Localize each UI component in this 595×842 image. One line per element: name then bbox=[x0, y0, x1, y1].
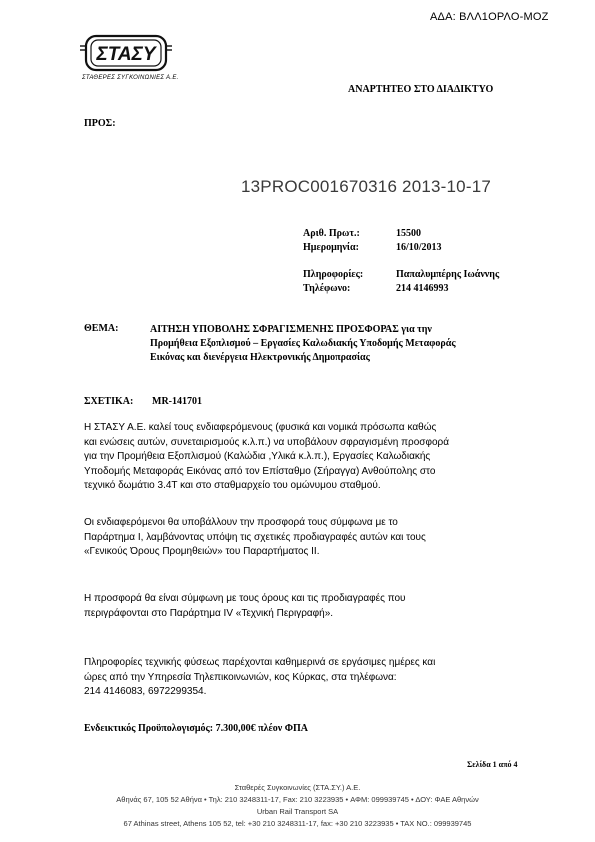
paragraph-line: ώρες από την Υπηρεσία Τηλεπικοινωνιών, κος Κύρκας, στα τηλέφωνα: bbox=[84, 671, 397, 683]
meta-label: Ημερομηνία: bbox=[303, 242, 359, 253]
footer-company-en: Urban Rail Transport SA bbox=[256, 807, 339, 816]
paragraph-line: Οι ενδιαφερόμενοι θα υποβάλλουν την προσφορά τους σύμφωνα με το bbox=[84, 517, 398, 528]
meta-value: 214 4146993 bbox=[396, 283, 449, 294]
logo-caption: ΣΤΑΘΕΡΕΣ ΣΥΓΚΟΙΝΩΝΙΕΣ Α.Ε. bbox=[82, 75, 179, 81]
page-number: Σελίδα 1 από 4 bbox=[467, 760, 518, 769]
paragraph-line: «Γενικούς Όρους Προμηθειών» του Παραρτήματος ΙΙ. bbox=[84, 546, 320, 557]
paragraph-line: για την Προμήθεια Εξοπλισμού (Καλώδια ,Υλικά κ.λ.π.), Εργασίες Καλωδιακής bbox=[84, 451, 431, 462]
stasy-logo-icon bbox=[78, 30, 174, 80]
related-value: MR-141701 bbox=[152, 396, 202, 407]
paragraph-line: Η προσφορά θα είναι σύμφωνη με τους όρους και τις προδιαγραφές που bbox=[84, 593, 406, 604]
paragraph-line: τεχνικό δωμάτιο 3.4Τ και στο σταθμαρχείο του ομώνυμου σταθμού. bbox=[84, 480, 381, 491]
meta-value: Παπαλυμπέρης Ιωάννης bbox=[396, 269, 500, 280]
paragraph-line: και ενώσεις αυτών, συνεταιρισμούς κ.λ.π.) να υποβάλουν σφραγισμένη προσφορά bbox=[84, 436, 449, 448]
paragraph-line: περιγράφονται στο Παράρτημα IV «Τεχνική Περιγραφή». bbox=[84, 607, 334, 619]
related-label: ΣΧΕΤΙΚΑ: bbox=[84, 396, 134, 407]
posted-online-notice: ΑΝΑΡΤΗΤΕΟ ΣΤΟ ΔΙΑΔΙΚΤΥΟ bbox=[348, 84, 494, 95]
subject-text bbox=[150, 323, 540, 365]
footer-address-gr: Αθηνάς 67, 105 52 Αθήνα • Τηλ: 210 3248311-17, Fax: 210 3223935 • ΑΦΜ: 099939745 • ΔΟΥ: ΦΑΕ Αθηνών bbox=[116, 795, 479, 804]
subject-label: ΘΕΜΑ: bbox=[84, 323, 119, 334]
body-paragraph bbox=[84, 421, 534, 494]
paragraph-line: Παράρτημα Ι, λαμβάνοντας υπόψη τις σχετικές προδιαγραφές αυτών και τους bbox=[84, 531, 426, 543]
ada-code: ΑΔΑ: ΒΛΛ1ΟΡΛΟ-ΜΟΖ bbox=[430, 11, 549, 23]
budget-line: Ενδεικτικός Προϋπολογισμός: 7.300,00€ πλέον ΦΠΑ bbox=[84, 723, 309, 734]
paragraph-line: Πληροφορίες τεχνικής φύσεως παρέχονται καθημερινά σε εργάσιμες ημέρες και bbox=[84, 657, 436, 668]
subject-line: ΑΙΤΗΣΗ ΥΠΟΒΟΛΗΣ ΣΦΡΑΓΙΣΜΕΝΗΣ ΠΡΟΣΦΟΡΑΣ για την bbox=[150, 324, 432, 335]
footer-address-en: 67 Athinas street, Athens 105 52, tel: +30 210 3248311-17, fax: +30 210 3223935 • TAX NO.: 099939745 bbox=[123, 819, 472, 828]
body-paragraph bbox=[84, 516, 534, 560]
meta-label: Πληροφορίες: bbox=[303, 269, 364, 280]
meta-label: Τηλέφωνο: bbox=[303, 283, 351, 294]
subject-line: Προμήθεια Εξοπλισμού – Εργασίες Καλωδιακής Υποδομής Μεταφοράς bbox=[150, 338, 456, 349]
paragraph-line: Υποδομής Μεταφοράς Εικόνας από τον Επίσταθμο (Σήραγγα) Ανθούπολης στο bbox=[84, 465, 436, 477]
paragraph-line: Η ΣΤΑΣΥ Α.Ε. καλεί τους ενδιαφερόμενους (φυσικά και νομικά πρόσωπα καθώς bbox=[84, 422, 437, 433]
body-paragraph bbox=[84, 656, 534, 700]
protocol-code: 13PROC001670316 2013-10-17 bbox=[241, 177, 491, 196]
footer-company-gr: Σταθερές Συγκοινωνίες (ΣΤΑ.ΣΥ.) Α.Ε. bbox=[234, 783, 361, 792]
body-paragraph bbox=[84, 592, 534, 621]
meta-label: Αριθ. Πρωτ.: bbox=[303, 228, 360, 239]
svg-text:ΣΤΑΣΥ: ΣΤΑΣΥ bbox=[96, 44, 156, 65]
meta-value: 15500 bbox=[396, 228, 421, 239]
recipient-label: ΠΡΟΣ: bbox=[84, 118, 116, 129]
meta-value: 16/10/2013 bbox=[396, 242, 442, 253]
paragraph-line: 214 4146083, 6972299354. bbox=[84, 686, 207, 697]
subject-line: Εικόνας και διενέργεια Ηλεκτρονικής Δημοπρασίας bbox=[150, 352, 370, 363]
